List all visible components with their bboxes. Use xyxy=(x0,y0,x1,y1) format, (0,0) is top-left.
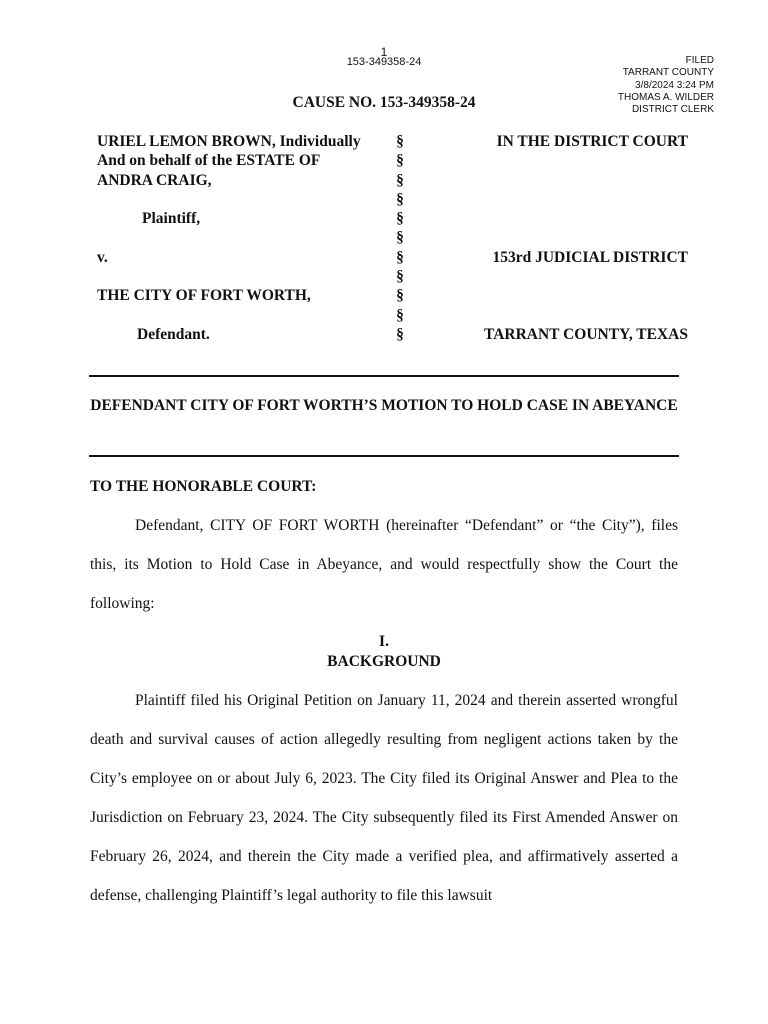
caption-line xyxy=(97,190,387,209)
section-symbol: § xyxy=(396,287,404,305)
caption-line xyxy=(97,228,387,247)
court-spacer xyxy=(408,151,688,170)
stamp-line: TARRANT COUNTY xyxy=(622,67,714,79)
background-paragraph: Plaintiff filed his Original Petition on January 11, 2024 and therein asserted wrongful death and survival causes of action allegedly resulting from negligent actions taken by the City’s employee on or about July 6, 2023. The City filed its Original Answer and Plea to the Jurisdiction on February 23, 2024. The City subsequently filed its First Amended Answer on February 26, 2024, and therein the City made a verified plea, and affirmatively asserted a defense, challenging Plaintiff’s legal authority to file this lawsuit xyxy=(90,692,678,904)
title-top-rule xyxy=(89,375,679,377)
caption-court xyxy=(408,132,688,344)
caption-line xyxy=(97,267,387,286)
stamp-line: 3/8/2024 3:24 PM xyxy=(635,79,714,91)
page-number: 1 xyxy=(380,45,388,59)
court-spacer xyxy=(408,286,688,305)
section-title: BACKGROUND xyxy=(327,653,441,670)
court-line: 153rd JUDICIAL DISTRICT xyxy=(492,248,688,266)
court-spacer xyxy=(408,306,688,325)
section-symbol: § xyxy=(396,190,404,208)
caption-line xyxy=(97,306,387,325)
court-spacer xyxy=(408,228,688,247)
section-symbol: § xyxy=(396,171,404,189)
section-symbol: § xyxy=(396,210,404,228)
cause-number: CAUSE NO. 153-349358-24 xyxy=(292,94,476,111)
header-cause-number: 153-349358-24 xyxy=(346,56,422,68)
caption-line: THE CITY OF FORT WORTH, xyxy=(97,287,311,305)
section-number: I. xyxy=(379,633,389,650)
caption-parties xyxy=(97,132,387,344)
stamp-line: THOMAS A. WILDER xyxy=(617,91,714,103)
caption-line: ANDRA CRAIG, xyxy=(97,171,212,189)
motion-title: DEFENDANT CITY OF FORT WORTH’S MOTION TO HOLD CASE IN ABEYANCE xyxy=(90,397,678,414)
court-line: IN THE DISTRICT COURT xyxy=(496,133,688,150)
court-spacer xyxy=(408,267,688,286)
caption-line: Defendant. xyxy=(137,325,210,343)
caption-line: v. xyxy=(97,248,108,266)
stamp-line: DISTRICT CLERK xyxy=(631,104,714,116)
section-symbol: § xyxy=(396,325,404,343)
section-symbol: § xyxy=(396,248,404,266)
section-symbol: § xyxy=(396,152,404,170)
court-line: TARRANT COUNTY, TEXAS xyxy=(484,325,688,343)
caption-line: Plaintiff, xyxy=(142,210,201,228)
section-symbols-column xyxy=(393,132,407,344)
section-symbol: § xyxy=(396,306,404,324)
stamp-line: FILED xyxy=(685,55,714,66)
salutation: TO THE HONORABLE COURT: xyxy=(90,478,317,495)
caption-line: And on behalf of the ESTATE OF xyxy=(97,152,321,170)
court-spacer xyxy=(408,171,688,190)
caption-line: URIEL LEMON BROWN, Individually xyxy=(97,133,361,150)
section-symbol: § xyxy=(396,133,404,150)
intro-paragraph: Defendant, CITY OF FORT WORTH (hereinafter “Defendant” or “the City”), files this, its Motion to Hold Case in Abeyance, and would respectfully show the Court the following: xyxy=(90,517,678,612)
court-spacer xyxy=(408,209,688,228)
section-heading xyxy=(89,632,679,672)
title-bottom-rule xyxy=(89,455,679,457)
section-symbol: § xyxy=(396,268,404,286)
court-spacer xyxy=(408,190,688,209)
section-symbol: § xyxy=(396,229,404,247)
